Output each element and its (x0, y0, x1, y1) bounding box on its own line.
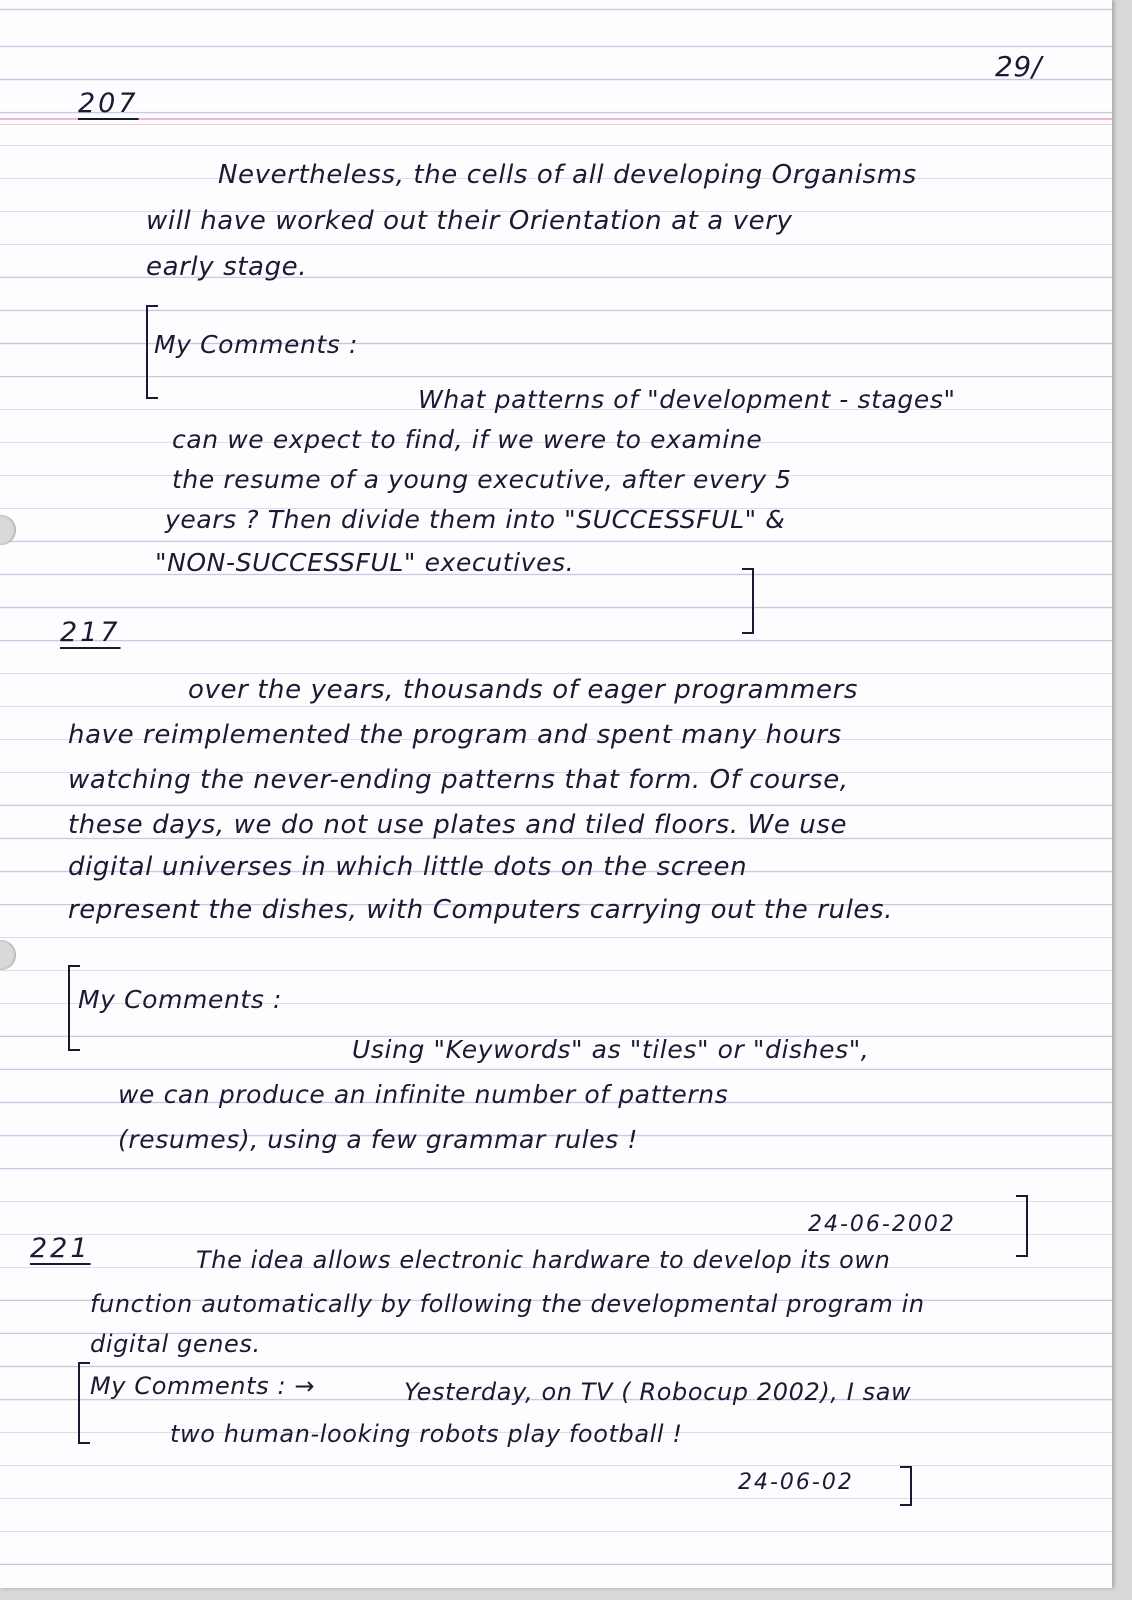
top-margin-line-secondary (0, 124, 1112, 125)
comment-line: we can produce an infinite number of patterns (118, 1080, 729, 1109)
comment-line: "NON-SUCCESSFUL" executives. (155, 548, 575, 577)
entry-date: 24-06-2002 (808, 1212, 956, 1237)
comment-line: two human-looking robots play football ! (170, 1420, 683, 1448)
comment-line: can we expect to find, if we were to examine (172, 425, 763, 454)
binder-hole-top (0, 515, 16, 545)
comment-label: My Comments : → (90, 1372, 316, 1400)
entry-number: 207 (78, 88, 139, 119)
comment-line: Yesterday, on TV ( Robocup 2002), I saw (404, 1378, 912, 1406)
entry-line: have reimplemented the program and spent many hours (68, 720, 842, 750)
entry-number: 221 (30, 1233, 91, 1264)
comment-line: years ? Then divide them into "SUCCESSFUL" & (165, 505, 786, 534)
entry-line: watching the never-ending patterns that form. Of course, (68, 765, 849, 795)
entry-line: early stage. (146, 252, 308, 282)
entry-line: will have worked out their Orientation at a very (146, 206, 793, 236)
comment-label: My Comments : (78, 985, 282, 1014)
comment-line: What patterns of "development - stages" (418, 385, 956, 414)
comment-label: My Comments : (154, 330, 358, 359)
comment-line: the resume of a young executive, after every 5 (172, 465, 792, 494)
entry-number: 217 (60, 617, 121, 648)
entry-line: Nevertheless, the cells of all developing Organisms (218, 160, 917, 190)
comment-bracket-close (742, 568, 754, 634)
entry-line: function automatically by following the developmental program in (90, 1290, 925, 1318)
entry-line: over the years, thousands of eager programmers (188, 675, 859, 705)
entry-line: digital genes. (90, 1330, 261, 1358)
comment-bracket-open (78, 1362, 90, 1444)
page-number: 29/ (995, 50, 1042, 83)
binder-hole-bottom (0, 940, 16, 970)
top-margin-line (0, 118, 1112, 120)
entry-line: represent the dishes, with Computers carrying out the rules. (68, 895, 894, 925)
comment-line: (resumes), using a few grammar rules ! (118, 1125, 638, 1154)
comment-line: Using "Keywords" as "tiles" or "dishes", (352, 1035, 870, 1064)
comment-bracket-close (1016, 1195, 1028, 1257)
entry-line: these days, we do not use plates and tiled floors. We use (68, 810, 848, 840)
comment-bracket-close (900, 1466, 912, 1506)
entry-line: The idea allows electronic hardware to develop its own (196, 1246, 891, 1274)
entry-line: digital universes in which little dots on the screen (68, 852, 748, 882)
entry-date: 24-06-02 (738, 1470, 854, 1495)
